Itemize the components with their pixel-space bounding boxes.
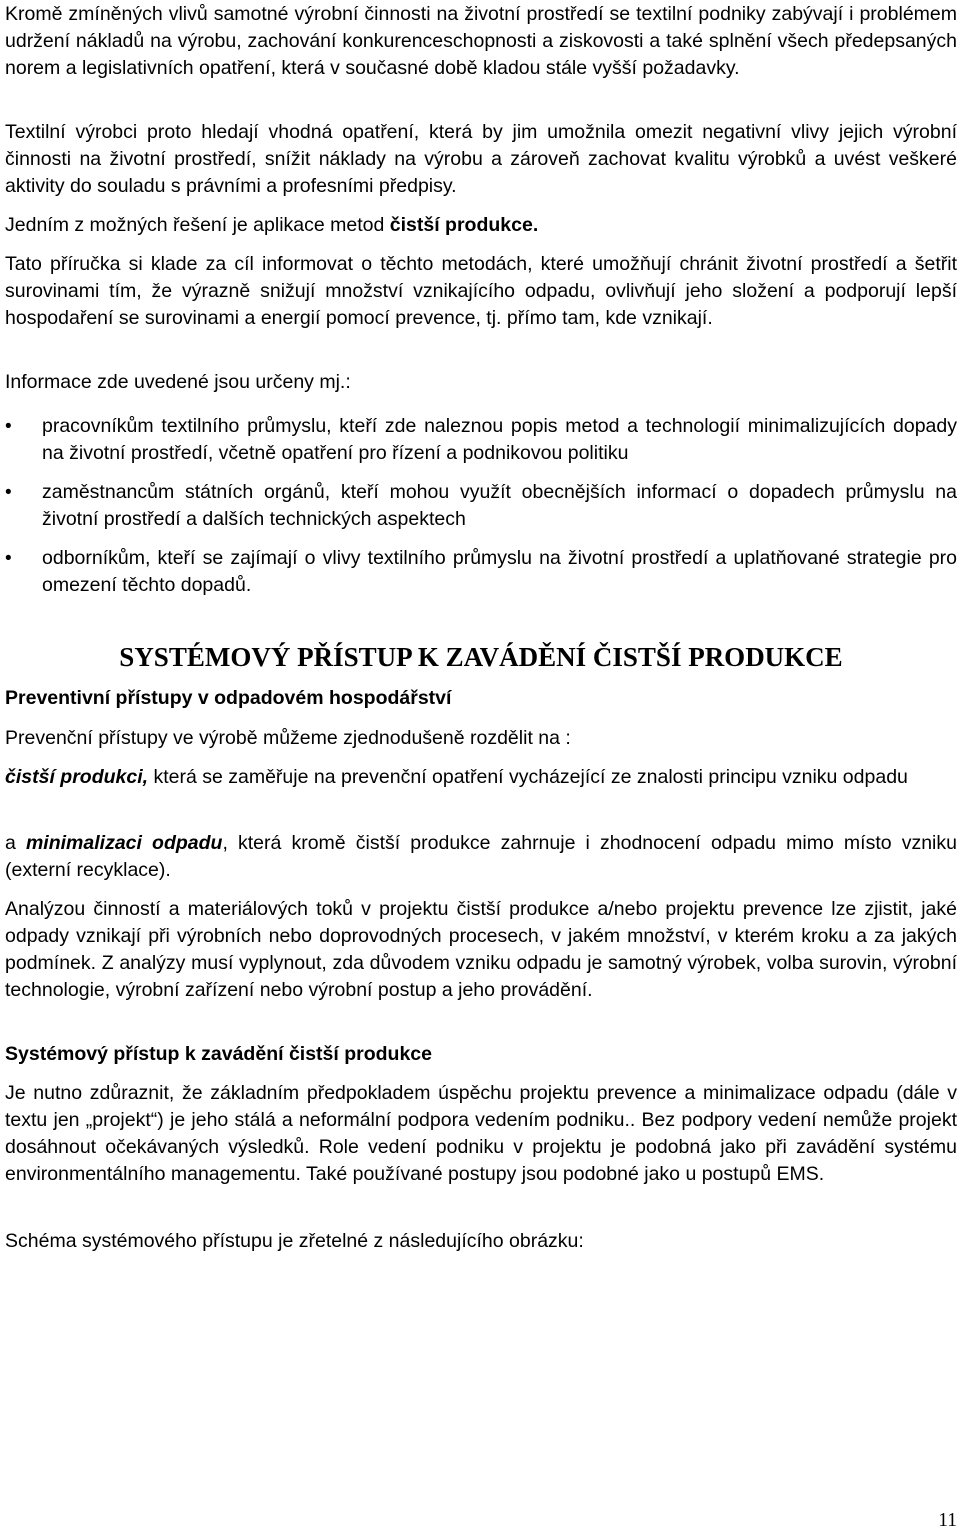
info-intro-paragraph: Informace zde uvedené jsou určeny mj.: [5, 371, 351, 393]
solution-lead: Jedním z možných řešení je aplikace metod [5, 214, 390, 236]
systemic-approach-heading: Systémový přístup k zavádění čistší produkce [5, 1043, 432, 1065]
waste-minimization-paragraph [5, 830, 957, 884]
waste-minimization-term: minimalizaci odpadu [25, 832, 223, 854]
list-item [5, 479, 957, 533]
list-item-text: odborníkům, kteří se zajímají o vlivy textilního průmyslu na životní prostředí a uplatňované strategie pro omezení těchto dopadů. [42, 547, 957, 596]
guide-paragraph: Tato příručka si klade za cíl informovat o těchto metodách, které umožňují chránit životní prostředí a šetřit surovinami tím, že výrazně snižují množství vznikajícího odpadu, ovlivňují jeho složení a podporují lepší hospodaření se surovinami a energií pomocí prevence, tj. přímo tam, kde vznikají. [5, 253, 957, 329]
cleaner-production-paragraph [5, 764, 957, 791]
solution-bold: čistší produkce. [389, 214, 539, 236]
textile-producers-paragraph: Textilní výrobci proto hledají vhodná opatření, která by jim umožnila omezit negativní vlivy jejich výrobní činnosti na životní prostředí, snížit náklady na výrobu a zároveň zachovat kvalitu výrobků a uvést veškeré aktivity do souladu s právními a profesními předpisy. [5, 121, 957, 197]
analysis-paragraph: Analýzou činností a materiálových toků v projektu čistší produkce a/nebo projektu prevence lze zjistit, jaké odpady vznikají při výrobních nebo doprovodných procesech, v jakém množství, v kterém kroku a za jakých podmínek. Z analýzy musí vyplynout, zda důvodem vzniku odpadu je samotný výrobek, volba surovin, výrobní technologie, výrobní zařízení nebo výrobní postup a jeho provádění. [5, 898, 957, 1001]
waste-minimization-lead: a [5, 832, 26, 854]
document-page [5, 0, 957, 1531]
bullet-icon: • [5, 548, 12, 569]
list-item [5, 545, 957, 599]
scheme-intro-paragraph: Schéma systémového přístupu je zřetelné z následujícího obrázku: [5, 1230, 584, 1252]
management-support-paragraph: Je nutno zdůraznit, že základním předpokladem úspěchu projektu prevence a minimalizace odpadu (dále v textu jen „projekt“) je jeho stálá a neformální podpora vedením podniku.. Bez podpory vedení nemůže projekt dosáhnout očekávaných výsledků. Role vedení podniku v projektu je podobná jako při zavádění systému environmentálního managementu. Také používané postupy jsou podobné jako u postupů EMS. [5, 1082, 957, 1185]
solution-paragraph [5, 212, 957, 239]
prevention-intro-paragraph: Prevenční přístupy ve výrobě můžeme zjednodušeně rozdělit na : [5, 727, 571, 749]
waste-minimization-text: , která kromě čistší produkce zahrnuje i zhodnocení odpadu mimo místo vzniku (externí recyklace). [5, 832, 957, 881]
bullet-icon: • [5, 482, 12, 503]
intro-paragraph: Kromě zmíněných vlivů samotné výrobní činnosti na životní prostředí se textilní podniky zabývají i problémem udržení nákladů na výrobu, zachování konkurenceschopnosti a ziskovosti a také splnění všech předepsaných norem a legislativních opatření, která v současné době kladou stále vyšší požadavky. [5, 3, 957, 79]
bullet-icon: • [5, 416, 12, 437]
list-item-text: zaměstnancům státních orgánů, kteří mohou využít obecnějších informací o dopadech průmyslu na životní prostředí a dalších technických aspektech [42, 481, 957, 530]
preventive-approaches-heading: Preventivní přístupy v odpadovém hospodářství [5, 687, 452, 709]
page-number: 11 [938, 1510, 957, 1531]
cleaner-production-term: čistší produkci, [5, 766, 149, 788]
cleaner-production-text: která se zaměřuje na prevenční opatření vycházející ze znalosti principu vzniku odpadu [148, 766, 908, 788]
section-title: SYSTÉMOVÝ PŘÍSTUP K ZAVÁDĚNÍ ČISTŠÍ PRODUKCE [119, 642, 843, 672]
list-item-text: pracovníkům textilního průmyslu, kteří zde naleznou popis metod a technologií minimalizujících dopady na životní prostředí, včetně opatření pro řízení a podnikovou politiku [42, 415, 957, 464]
list-item [5, 413, 957, 467]
audience-list [5, 413, 957, 611]
